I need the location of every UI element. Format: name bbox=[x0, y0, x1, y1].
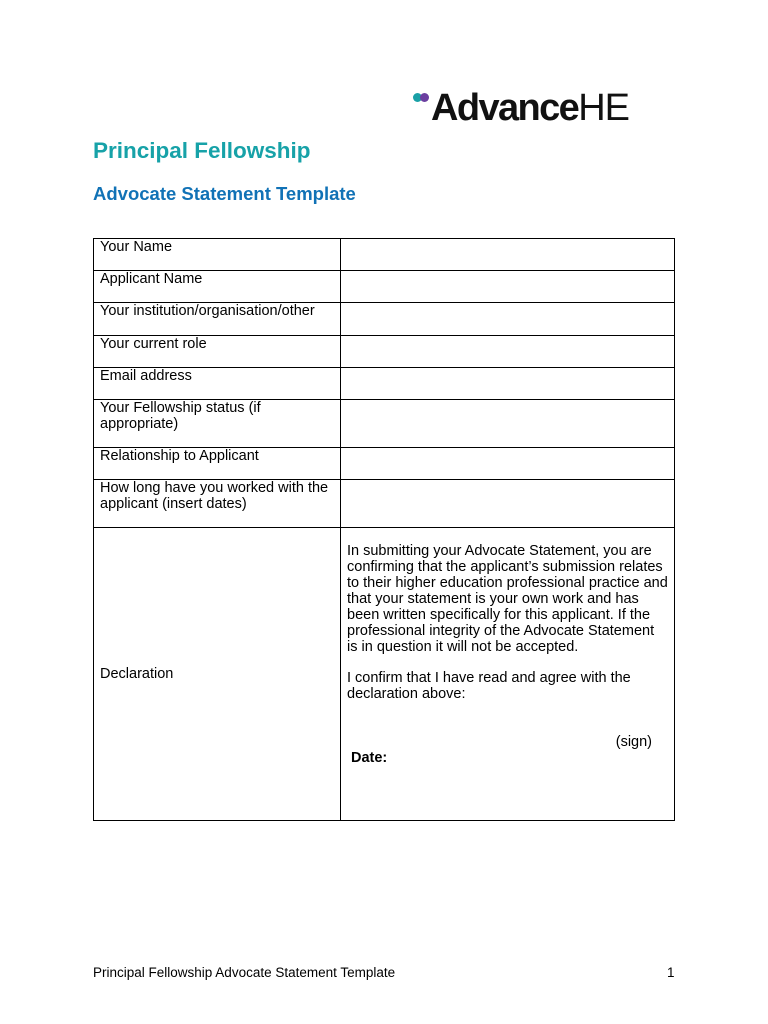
row-label: Your current role bbox=[94, 336, 341, 368]
institution-field[interactable] bbox=[341, 303, 675, 336]
form-row-declaration bbox=[94, 528, 675, 821]
form-row-applicant-name bbox=[94, 271, 675, 303]
declaration-label: Declaration bbox=[94, 528, 341, 821]
signature-field[interactable]: (sign) bbox=[615, 734, 652, 750]
page-subtitle: Advocate Statement Template bbox=[93, 183, 356, 204]
advocate-form-table bbox=[93, 238, 675, 821]
two-dots-logo-icon bbox=[413, 93, 433, 107]
form-row-your-name bbox=[94, 239, 675, 271]
relationship-field[interactable] bbox=[341, 448, 675, 480]
logo-wordmark bbox=[431, 88, 629, 128]
fellowship-status-field[interactable] bbox=[341, 400, 675, 448]
form-row-fellowship-status bbox=[94, 400, 675, 448]
footer-title: Principal Fellowship Advocate Statement Template bbox=[93, 965, 396, 980]
page-number: 1 bbox=[667, 965, 675, 980]
advance-he-logo bbox=[413, 88, 629, 128]
applicant-name-field[interactable] bbox=[341, 271, 675, 303]
current-role-field[interactable] bbox=[341, 336, 675, 368]
logo-suffix: HE bbox=[578, 87, 629, 129]
row-label: Applicant Name bbox=[94, 271, 341, 303]
row-label: How long have you worked with the applicant (insert dates) bbox=[94, 480, 341, 528]
declaration-cell bbox=[341, 528, 675, 821]
purple-dot bbox=[420, 93, 429, 102]
logo-brand: Advance bbox=[431, 87, 579, 129]
form-row-email bbox=[94, 368, 675, 400]
date-field[interactable]: Date: bbox=[351, 750, 388, 766]
your-name-field[interactable] bbox=[341, 239, 675, 271]
duration-field[interactable] bbox=[341, 480, 675, 528]
declaration-text: In submitting your Advocate Statement, you are confirming that the applicant’s submission relates to their higher education professional practice and that your statement is your own work and has been written specifically for this applicant. If the professional integrity of the Advocate Statement is in question it will not be accepted. bbox=[347, 543, 668, 655]
form-row-institution bbox=[94, 303, 675, 336]
row-label: Email address bbox=[94, 368, 341, 400]
row-label: Your Name bbox=[94, 239, 341, 271]
row-label: Your institution/organisation/other bbox=[94, 303, 341, 336]
form-row-current-role bbox=[94, 336, 675, 368]
row-label: Relationship to Applicant bbox=[94, 448, 341, 480]
form-row-relationship bbox=[94, 448, 675, 480]
row-label: Your Fellowship status (if appropriate) bbox=[94, 400, 341, 448]
form-row-duration bbox=[94, 480, 675, 528]
email-field[interactable] bbox=[341, 368, 675, 400]
page-title: Principal Fellowship bbox=[93, 138, 311, 163]
declaration-confirm: I confirm that I have read and agree with the declaration above: bbox=[347, 670, 631, 702]
